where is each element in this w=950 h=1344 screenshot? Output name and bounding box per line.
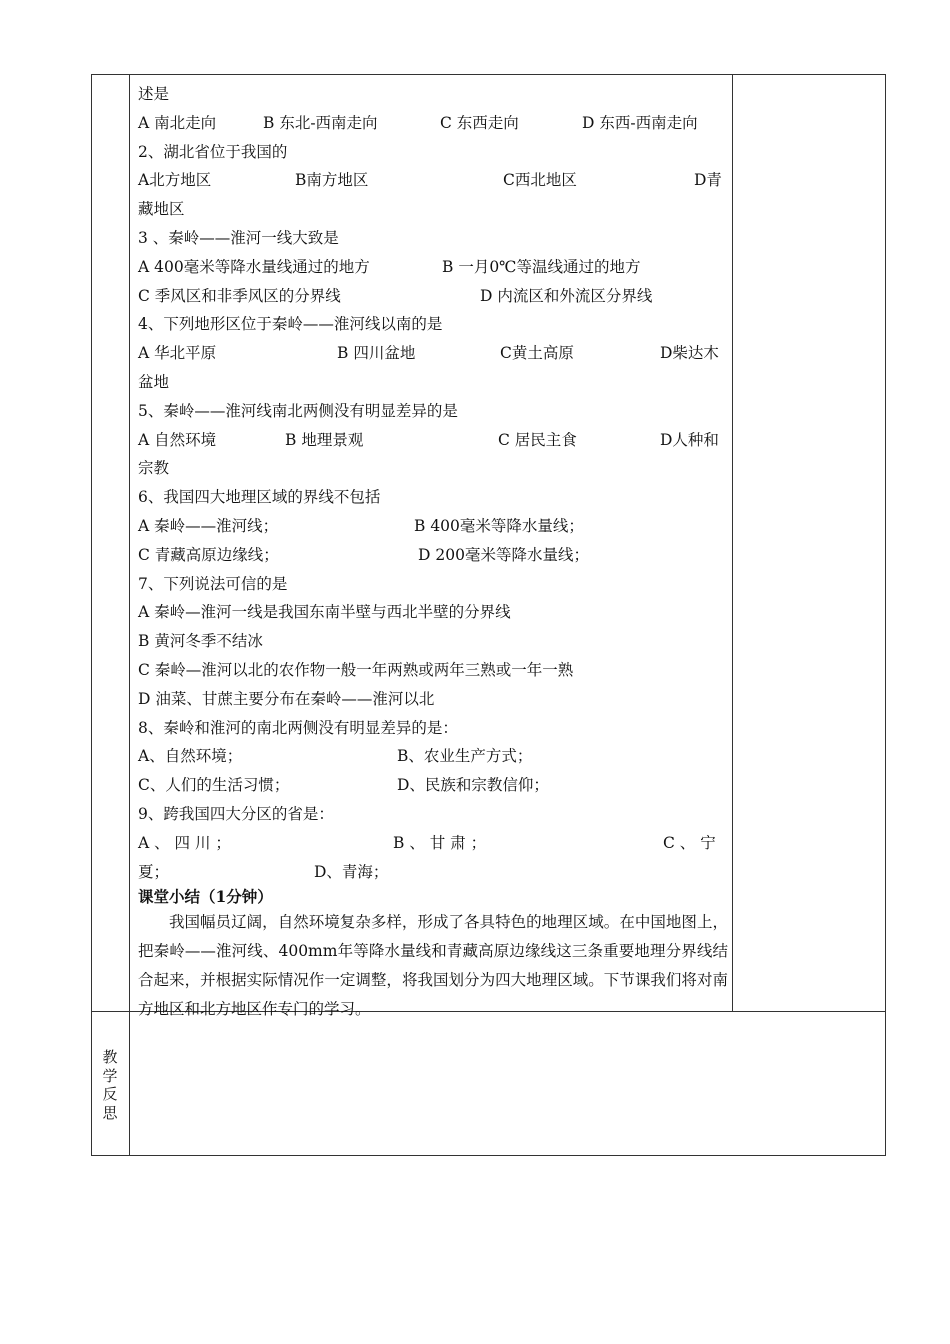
q5-options (138, 426, 728, 455)
q4-wrap: 盆地 (138, 372, 170, 391)
q6-option-b: B 400毫米等降水量线； (414, 516, 584, 535)
q5-stem: 5、秦岭——淮河线南北两侧没有明显差异的是 (138, 401, 458, 420)
q7-stem: 7、下列说法可信的是 (138, 574, 288, 593)
q2-stem: 2、湖北省位于我国的 (138, 142, 288, 161)
q8-option-d: D、民族和宗教信仰； (397, 776, 549, 795)
q1-tail: 述是 (138, 85, 170, 103)
reflection-char-4: 思 (102, 1103, 118, 1122)
q2-option-b: B南方地区 (295, 171, 369, 190)
q3-option-b: B 一月0℃等温线通过的地方 (442, 257, 641, 276)
q1-option-d: D 东西-西南走向 (582, 113, 698, 132)
q1-option-a: A 南北走向 (138, 113, 217, 132)
q4-stem: 4、下列地形区位于秦岭——淮河线以南的是 (138, 315, 443, 334)
q9-options-row2 (138, 858, 728, 887)
q4-options (138, 339, 728, 368)
q1-options (138, 109, 728, 138)
q4-option-d: D柴达木 (660, 344, 719, 363)
q2-option-a: A北方地区 (138, 171, 212, 190)
q6-options-row1 (138, 512, 728, 541)
q8-option-b: B、农业生产方式； (397, 747, 533, 766)
q6-stem: 6、我国四大地理区域的界线不包括 (138, 488, 381, 507)
q5-option-d: D人种和 (660, 430, 719, 449)
q7-option-d: D 油菜、甘蔗主要分布在秦岭——淮河以北 (138, 689, 435, 708)
q7-option-b: B 黄河冬季不结冰 (138, 632, 263, 651)
q2-options (138, 166, 728, 195)
summary-heading: 课堂小结（1分钟） (138, 887, 273, 907)
q5-option-b: B 地理景观 (285, 430, 364, 449)
table-right-column-divider (732, 74, 733, 1012)
q9-stem: 9、跨我国四大分区的省是： (138, 804, 334, 823)
teaching-reflection-label (100, 1048, 120, 1122)
table-left-column-divider (129, 74, 130, 1156)
q4-option-c: C黄土高原 (500, 344, 574, 363)
q2-option-d: D青 (694, 171, 722, 190)
q5-wrap: 宗教 (138, 459, 170, 478)
reflection-char-2: 学 (102, 1066, 118, 1085)
q5-option-c: C 居民主食 (498, 430, 577, 449)
reflection-char-3: 反 (102, 1085, 118, 1103)
q3-option-a: A 400毫米等降水量线通过的地方 (138, 257, 370, 276)
q9-option-d: D、青海； (314, 862, 389, 881)
q1-option-c: C 东西走向 (440, 113, 519, 132)
q1-option-b: B 东北-西南走向 (263, 113, 378, 132)
q3-stem: 3 、秦岭——淮河一线大致是 (138, 228, 339, 247)
q8-options-row2 (138, 771, 728, 800)
q9-option-c: C 、 宁 (663, 833, 716, 852)
q3-option-c: C 季风区和非季风区的分界线 (138, 286, 341, 305)
q8-stem: 8、秦岭和淮河的南北两侧没有明显差异的是： (138, 718, 458, 737)
q7-option-c: C 秦岭—淮河以北的农作物一般一年两熟或两年三熟或一年一熟 (138, 660, 574, 679)
q6-option-d: D 200毫米等降水量线； (418, 545, 589, 564)
reflection-char-1: 教 (102, 1048, 118, 1066)
q3-options-row1 (138, 253, 728, 282)
q6-option-c: C 青藏高原边缘线； (138, 545, 279, 564)
q3-options-row2 (138, 282, 728, 311)
q5-option-a: A 自然环境 (138, 430, 217, 449)
q6-options-row2 (138, 541, 728, 570)
q7-option-a: A 秦岭—淮河一线是我国东南半壁与西北半壁的分界线 (138, 603, 511, 622)
q9-options-row1 (138, 829, 728, 858)
q8-option-a: A、自然环境； (138, 747, 243, 766)
q9-option-a: A 、 四 川 ； (138, 833, 231, 852)
q8-option-c: C、人们的生活习惯； (138, 776, 290, 795)
q2-wrap: 藏地区 (138, 200, 185, 219)
q9-option-b: B 、 甘 肃 ； (393, 833, 487, 852)
summary-paragraph: 我国幅员辽阔，自然环境复杂多样，形成了各具特色的地理区域。在中国地图上，把秦岭——淮河线、400mm年等降水量线和青藏高原边缘线这三条重要地理分界线结合起来，并根据实际情况作一定调整，将我国划分为四大地理区域。下节课我们将对南方地区和北方地区作专门的学习。 (138, 913, 728, 1018)
q6-option-a: A 秦岭——淮河线； (138, 516, 279, 535)
q4-option-a: A 华北平原 (138, 344, 217, 363)
exercise-content (138, 80, 728, 1024)
q3-option-d: D 内流区和外流区分界线 (480, 286, 653, 305)
q4-option-b: B 四川盆地 (337, 344, 416, 363)
q8-options-row1 (138, 742, 728, 771)
q9-option-c-wrap: 夏； (138, 862, 170, 881)
q2-option-c: C西北地区 (503, 171, 577, 190)
